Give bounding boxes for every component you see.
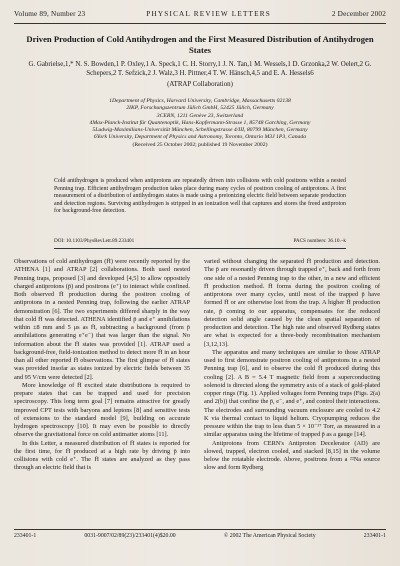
page-footer bbox=[14, 533, 386, 539]
abstract-rule bbox=[54, 248, 346, 249]
affiliation-line: 2IKP, Forschungszentrum Jülich GmbH, 52425 Jülich, Germany bbox=[126, 105, 274, 112]
issue-date: 2 December 2002 bbox=[331, 10, 386, 18]
body-column-right bbox=[204, 258, 380, 526]
article-title: Driven Production of Cold Antihydrogen and the First Measured Distribution of Antihydrogen States bbox=[26, 34, 374, 55]
header-rule bbox=[14, 23, 386, 24]
journal-name: PHYSICAL REVIEW LETTERS bbox=[146, 10, 271, 18]
body-paragraph: Observations of cold antihydrogen (H̄) were recently reported by the ATHENA [1] and ATRAP [2] collaborations. Both used nested Penning traps, proposed [3] and developed [4,5] to allow oppositely charged antiprotons (p̄) and positrons (e⁺) to interact while confined. Both observed H̄ production during the positron cooling of antiprotons in a nested Penning trap, following the earlier ATRAP demonstration [6]. The two experiments differed sharply in the way that cold H̄ was detected. ATHENA identified p̄ and e⁺ annihilations within ±8 mm and 5 μs as H̄, subtracting a background (from p̄ annihilations generating e⁺e⁻) that was larger than the signal. No information about the H̄ states was provided [1]. ATRAP used a background-free, field-ionization method to detect more H̄ in an hour than all other reported H̄ observations. The first glimpse of H̄ states was provided insofar as states ionized by electric fields between 35 and 95 V/cm were detected [2]. bbox=[14, 258, 190, 381]
body-paragraph: The apparatus and many techniques are similar to those ATRAP used to first demonstrate positron cooling of antiprotons in a nested Penning trap [6], and to observe the cold H̄ produced during this cooling [2]. A B = 5.4 T magnetic field from a superconducting solenoid is directed along the symmetry axis of a stack of gold-plated copper rings (Fig. 1). Applied voltages form Penning traps (Figs. 2(a) and 2(b)) that confine the p̄, e⁻, and e⁺, and control their interactions. The electrodes and surrounding vacuum enclosure are cooled to 4.2 K via thermal contact to liquid helium. Cryopumping reduces the pressure within the trap to less than 5 × 10⁻¹⁷ Torr, as measured in a similar apparatus using the lifetime of trapped p̄ as a gauge [14]. bbox=[204, 348, 380, 439]
affiliation-line: 4Max-Planck-Institut für Quantenoptik, Hans-Kopfermann-Strasse 1, 85748 Garching, Germany bbox=[89, 119, 311, 126]
page-number-left: 233401-1 bbox=[14, 533, 37, 539]
affiliations bbox=[14, 98, 386, 149]
affiliation-line: 3CERN, 1211 Genève 23, Switzerland bbox=[156, 112, 244, 119]
abstract: Cold antihydrogen is produced when antiprotons are repeatedly driven into collisions with cold positrons within a nested Penning trap. Efficient antihydrogen production takes place during many cycles of positron cooling of antiprotons. A first measurement of a distribution of antihydrogen states is made using a preionizing electric field between separate production and detection regions. Surviving antihydrogen is stripped in an ionization well that captures and stores the freed antiproton for background-free detection. bbox=[54, 178, 346, 214]
body-paragraph: Antiprotons from CERN's Antiproton Decelerator (AD) are slowed, trapped, electron cooled, and stacked [8,15] in the volume below the rotatable electrode. Above, positrons from a ²²Na source slow and form Rydberg bbox=[204, 439, 380, 472]
footer-rule bbox=[14, 529, 386, 530]
body-paragraph: varied without changing the separated H̄ production and detection. The p̄ are resonantly driven through trapped e⁺, back and forth from one side of a nested Penning trap to the other, in a new and efficient H̄ production method. H̄ forms during the positron cooling of antiprotons over many cycles, until most of the trapped p̄ have formed H̄ or are otherwise lost from the trap. A higher H̄ production rate, p̄ coming to our apparatus, compensates for the reduced detection solid angle caused by the clean spatial separation of production and detection. The high rate and observed Rydberg states are what is expected for a three-body recombination mechanism [3,12,13]. bbox=[204, 258, 380, 348]
running-header bbox=[14, 10, 386, 22]
affiliation-line: 1Department of Physics, Harvard University, Cambridge, Massachusetts 02138 bbox=[109, 98, 291, 104]
pacs-numbers: PACS numbers: 36.10.–k bbox=[293, 238, 346, 244]
copyright-notice: © 2002 The American Physical Society bbox=[223, 533, 316, 539]
collaboration-name: (ATRAP Collaboration) bbox=[167, 81, 233, 88]
body-paragraph: More knowledge of H̄ excited state distributions is required to prepare states that can be trapped and used for precision spectroscopy. This long term goal [7] remains attractive for greatly improved CPT tests with baryons and leptons [8] and sensitive tests of extensions to the standard model [9], building on accurate hydrogen spectroscopy [10]. It may even be possible to directly observe the gravitational force on cold antimatter atoms [11]. bbox=[14, 381, 190, 439]
affiliation-line: 5Ludwig-Maximilians-Universität München, Schellingstrasse 4/III, 80799 München, Germany bbox=[92, 127, 308, 134]
author-list: G. Gabrielse,1,* N. S. Bowden,1 P. Oxley,1 A. Speck,1 C. H. Storry,1 J. N. Tan,1 M. Wessels,1 D. Grzonka,2 W. Oelert,2 G. Schepers,2 T. Sefzick,2 J. Walz,3 H. Pittner,4 T. W. Hänsch,4,5 and E. A. Hessels6 bbox=[28, 61, 372, 77]
body-column-left bbox=[14, 258, 190, 526]
volume-number: Volume 89, Number 23 bbox=[14, 10, 86, 18]
article-code: 0031-9007/02/89(23)/233401(4)$20.00 bbox=[84, 533, 176, 539]
doi-link[interactable]: DOI: 10.1103/PhysRevLett.89.233401 bbox=[54, 238, 135, 244]
page-number-right: 233401-1 bbox=[363, 533, 386, 539]
body-paragraph: In this Letter, a measured distribution of H̄ states is reported for the first time, for H̄ produced at a high rate by driving p̄ into collisions with cold e⁺. The H̄ states are analyzed as they pass through an electric field that is bbox=[14, 439, 190, 472]
received-date: (Received 25 October 2002; published 19 November 2002) bbox=[132, 141, 268, 148]
affiliation-line: 6York University, Department of Physics and Astronomy, Toronto, Ontario M3J 1P3, Canada bbox=[93, 134, 307, 141]
doi-pacs-line bbox=[54, 238, 346, 244]
